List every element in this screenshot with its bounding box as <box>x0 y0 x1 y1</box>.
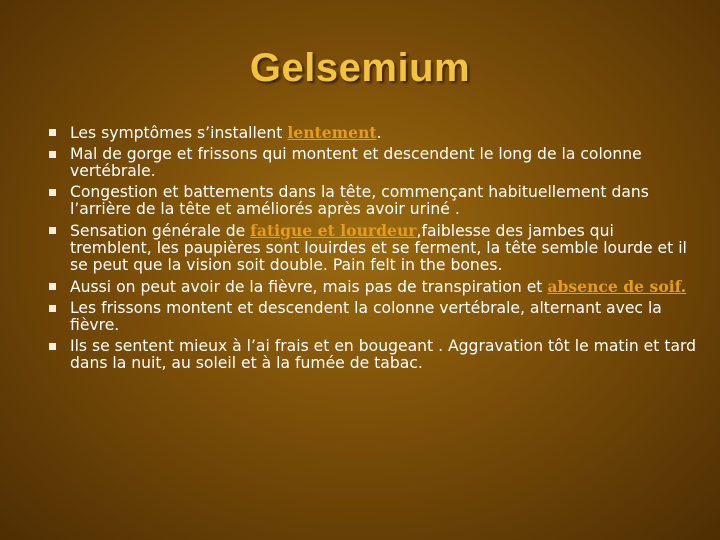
slide-title: Gelsemium <box>249 46 471 90</box>
item-text: Ils se sentent mieux à l’ai frais et en bougeant . Aggravation tôt le matin et tard dans la nuit, au soleil et à la fumée de tabac. <box>70 337 697 372</box>
list-item <box>46 338 698 372</box>
item-text: Mal de gorge et frissons qui montent et descendent le long de la colonne vertébrale. <box>70 145 642 180</box>
list-item <box>46 146 698 180</box>
square-bullet-icon <box>49 129 56 136</box>
list-item <box>46 184 698 218</box>
square-bullet-icon <box>49 283 56 290</box>
emphasis-text: absence de soif. <box>547 277 687 296</box>
item-text: . <box>376 124 382 142</box>
list-item <box>46 278 698 296</box>
square-bullet-icon <box>49 343 56 350</box>
list-item <box>46 222 698 274</box>
emphasis-text: lentement <box>287 123 377 142</box>
item-text: Sensation générale de <box>70 222 251 240</box>
square-bullet-icon <box>49 227 56 234</box>
square-bullet-icon <box>49 189 56 196</box>
item-text: Les frissons montent et descendent la colonne vertébrale, alternant avec la fièvre. <box>70 299 662 334</box>
item-text: ,faiblesse des jambes qui tremblent, les paupières sont louirdes et se ferment, la tête semble lourde et il se peut que la vision soit double. Pain felt in the bones. <box>70 222 687 274</box>
list-item <box>46 300 698 334</box>
square-bullet-icon <box>49 305 56 312</box>
item-text: Aussi on peut avoir de la fièvre, mais pas de transpiration et <box>70 278 548 296</box>
emphasis-text: fatigue et lourdeur <box>250 221 417 240</box>
item-text: Congestion et battements dans la tête, commençant habituellement dans l’arrière de la tête et améliorés après avoir uriné . <box>70 183 649 218</box>
bullet-list <box>46 124 698 376</box>
square-bullet-icon <box>49 151 56 158</box>
list-item <box>46 124 698 142</box>
item-text: Les symptômes s’installent <box>70 124 288 142</box>
